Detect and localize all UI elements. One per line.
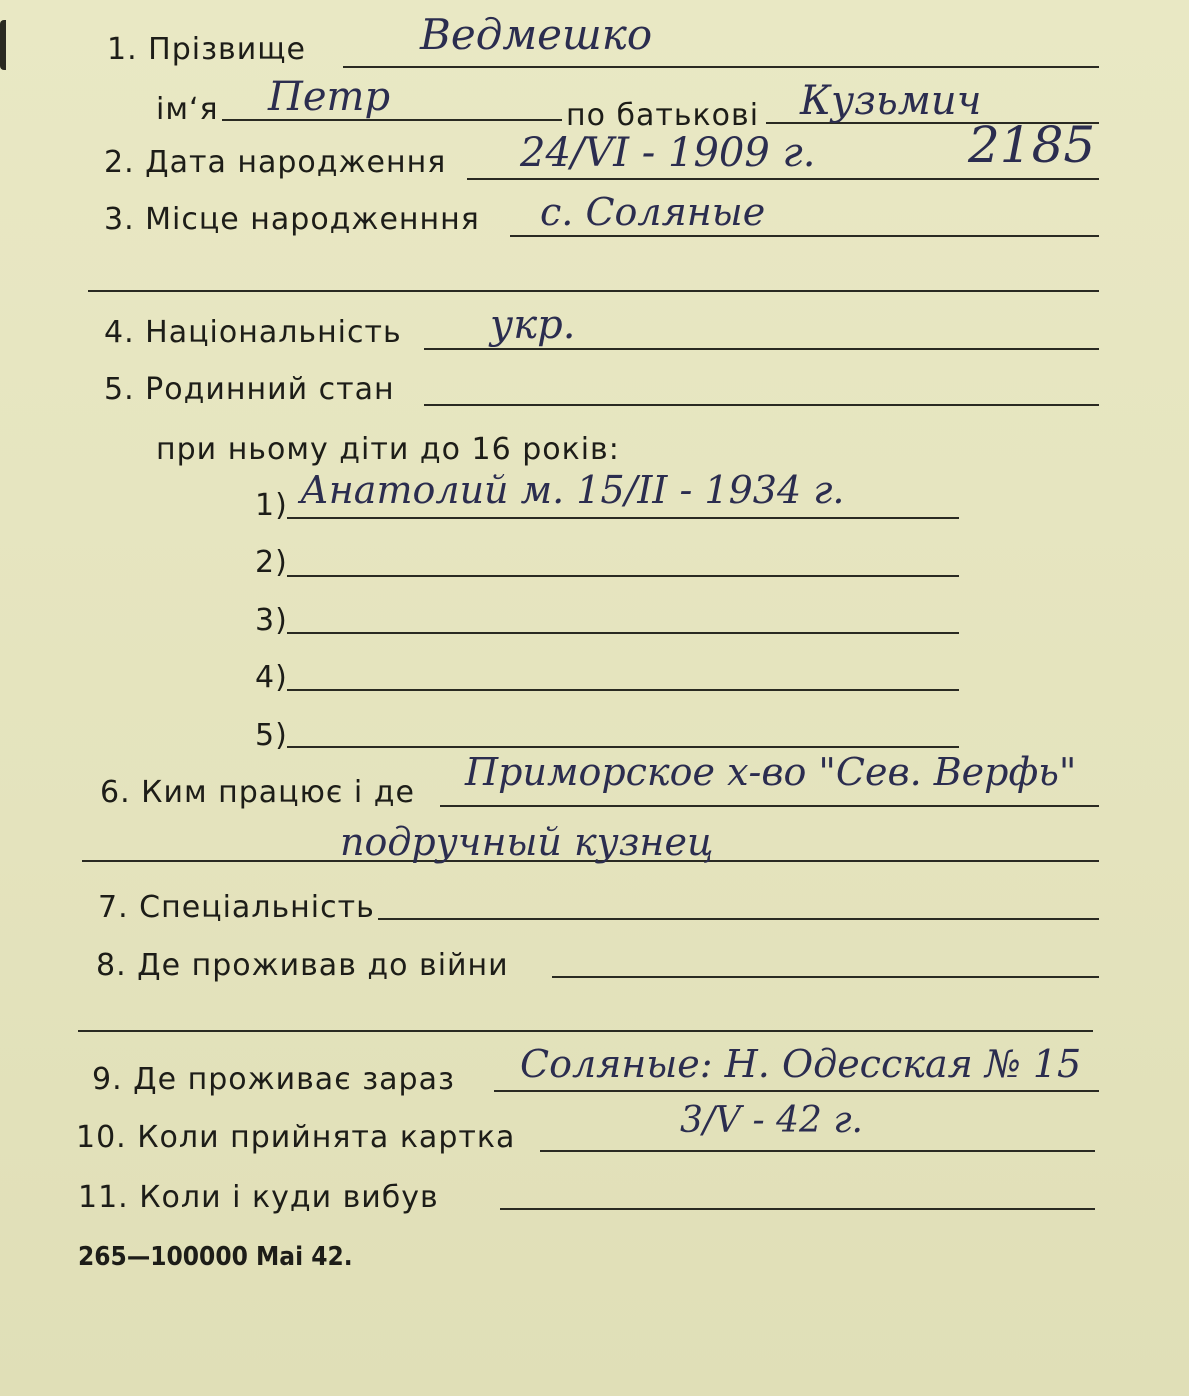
first-name-value: Петр: [268, 74, 391, 120]
marital-status-line: [424, 404, 1099, 406]
work-line: [440, 805, 1099, 807]
marital-status-label: 5. Родинний стан: [104, 372, 395, 407]
first-name-label: ім‘я: [156, 92, 219, 127]
work-label: 6. Ким працює і де: [100, 775, 415, 810]
card-number: 2185: [968, 116, 1096, 174]
patronymic-label: по батькові: [566, 98, 760, 133]
children-heading: при ньому діти до 16 років:: [156, 432, 620, 467]
prewar-residence-line: [552, 976, 1099, 978]
birth-date-label: 2. Дата народження: [104, 145, 447, 180]
current-residence-label: 9. Де проживає зараз: [92, 1062, 455, 1097]
card-accepted-value: 3/V - 42 г.: [680, 1100, 863, 1141]
child-5-num: 5): [255, 718, 288, 753]
child-2-line: [287, 575, 959, 577]
specialty-line: [378, 918, 1099, 920]
child-2-num: 2): [255, 545, 288, 580]
surname-value: Ведмешко: [420, 10, 653, 59]
birth-date-line: [467, 178, 1099, 180]
child-3-line: [287, 632, 959, 634]
child-4-num: 4): [255, 660, 288, 695]
card-accepted-label: 10. Коли прийнята картка: [76, 1120, 516, 1155]
birth-place-line-2: [88, 290, 1099, 292]
departure-line: [500, 1208, 1095, 1210]
birth-place-label: 3. Місце народженння: [104, 202, 480, 237]
child-4-line: [287, 689, 959, 691]
surname-line: [343, 66, 1099, 68]
birth-date-value: 24/VI - 1909 г.: [520, 130, 816, 176]
patronymic-value: Кузьмич: [800, 78, 982, 124]
paper-edge-mark: [0, 20, 16, 70]
child-1-line: [287, 517, 959, 519]
work-value-line1: Приморское х-во "Сев. Верфь": [465, 750, 1077, 794]
surname-label: 1. Прізвище: [107, 32, 306, 67]
current-residence-line: [494, 1090, 1099, 1092]
prewar-residence-label: 8. Де проживав до війни: [96, 948, 509, 983]
nationality-line: [424, 348, 1099, 350]
child-5-line: [287, 746, 959, 748]
child-1-num: 1): [255, 488, 288, 523]
child-1-value: Анатолий м. 15/II - 1934 г.: [300, 468, 845, 512]
nationality-label: 4. Національність: [104, 315, 402, 350]
child-3-num: 3): [255, 603, 288, 638]
print-run-footer: 265—100000 Mai 42.: [78, 1242, 353, 1272]
departure-label: 11. Коли і куди вибув: [78, 1180, 439, 1215]
specialty-label: 7. Спеціальність: [98, 890, 375, 925]
birth-place-line: [510, 235, 1099, 237]
birth-place-value: с. Соляные: [540, 190, 766, 234]
work-value-line2: подручный кузнец: [340, 820, 714, 864]
card-accepted-line: [540, 1150, 1095, 1152]
current-residence-value: Соляные: Н. Одесская № 15: [520, 1042, 1082, 1086]
prewar-residence-line-2: [78, 1030, 1093, 1032]
nationality-value: укр.: [490, 302, 576, 348]
